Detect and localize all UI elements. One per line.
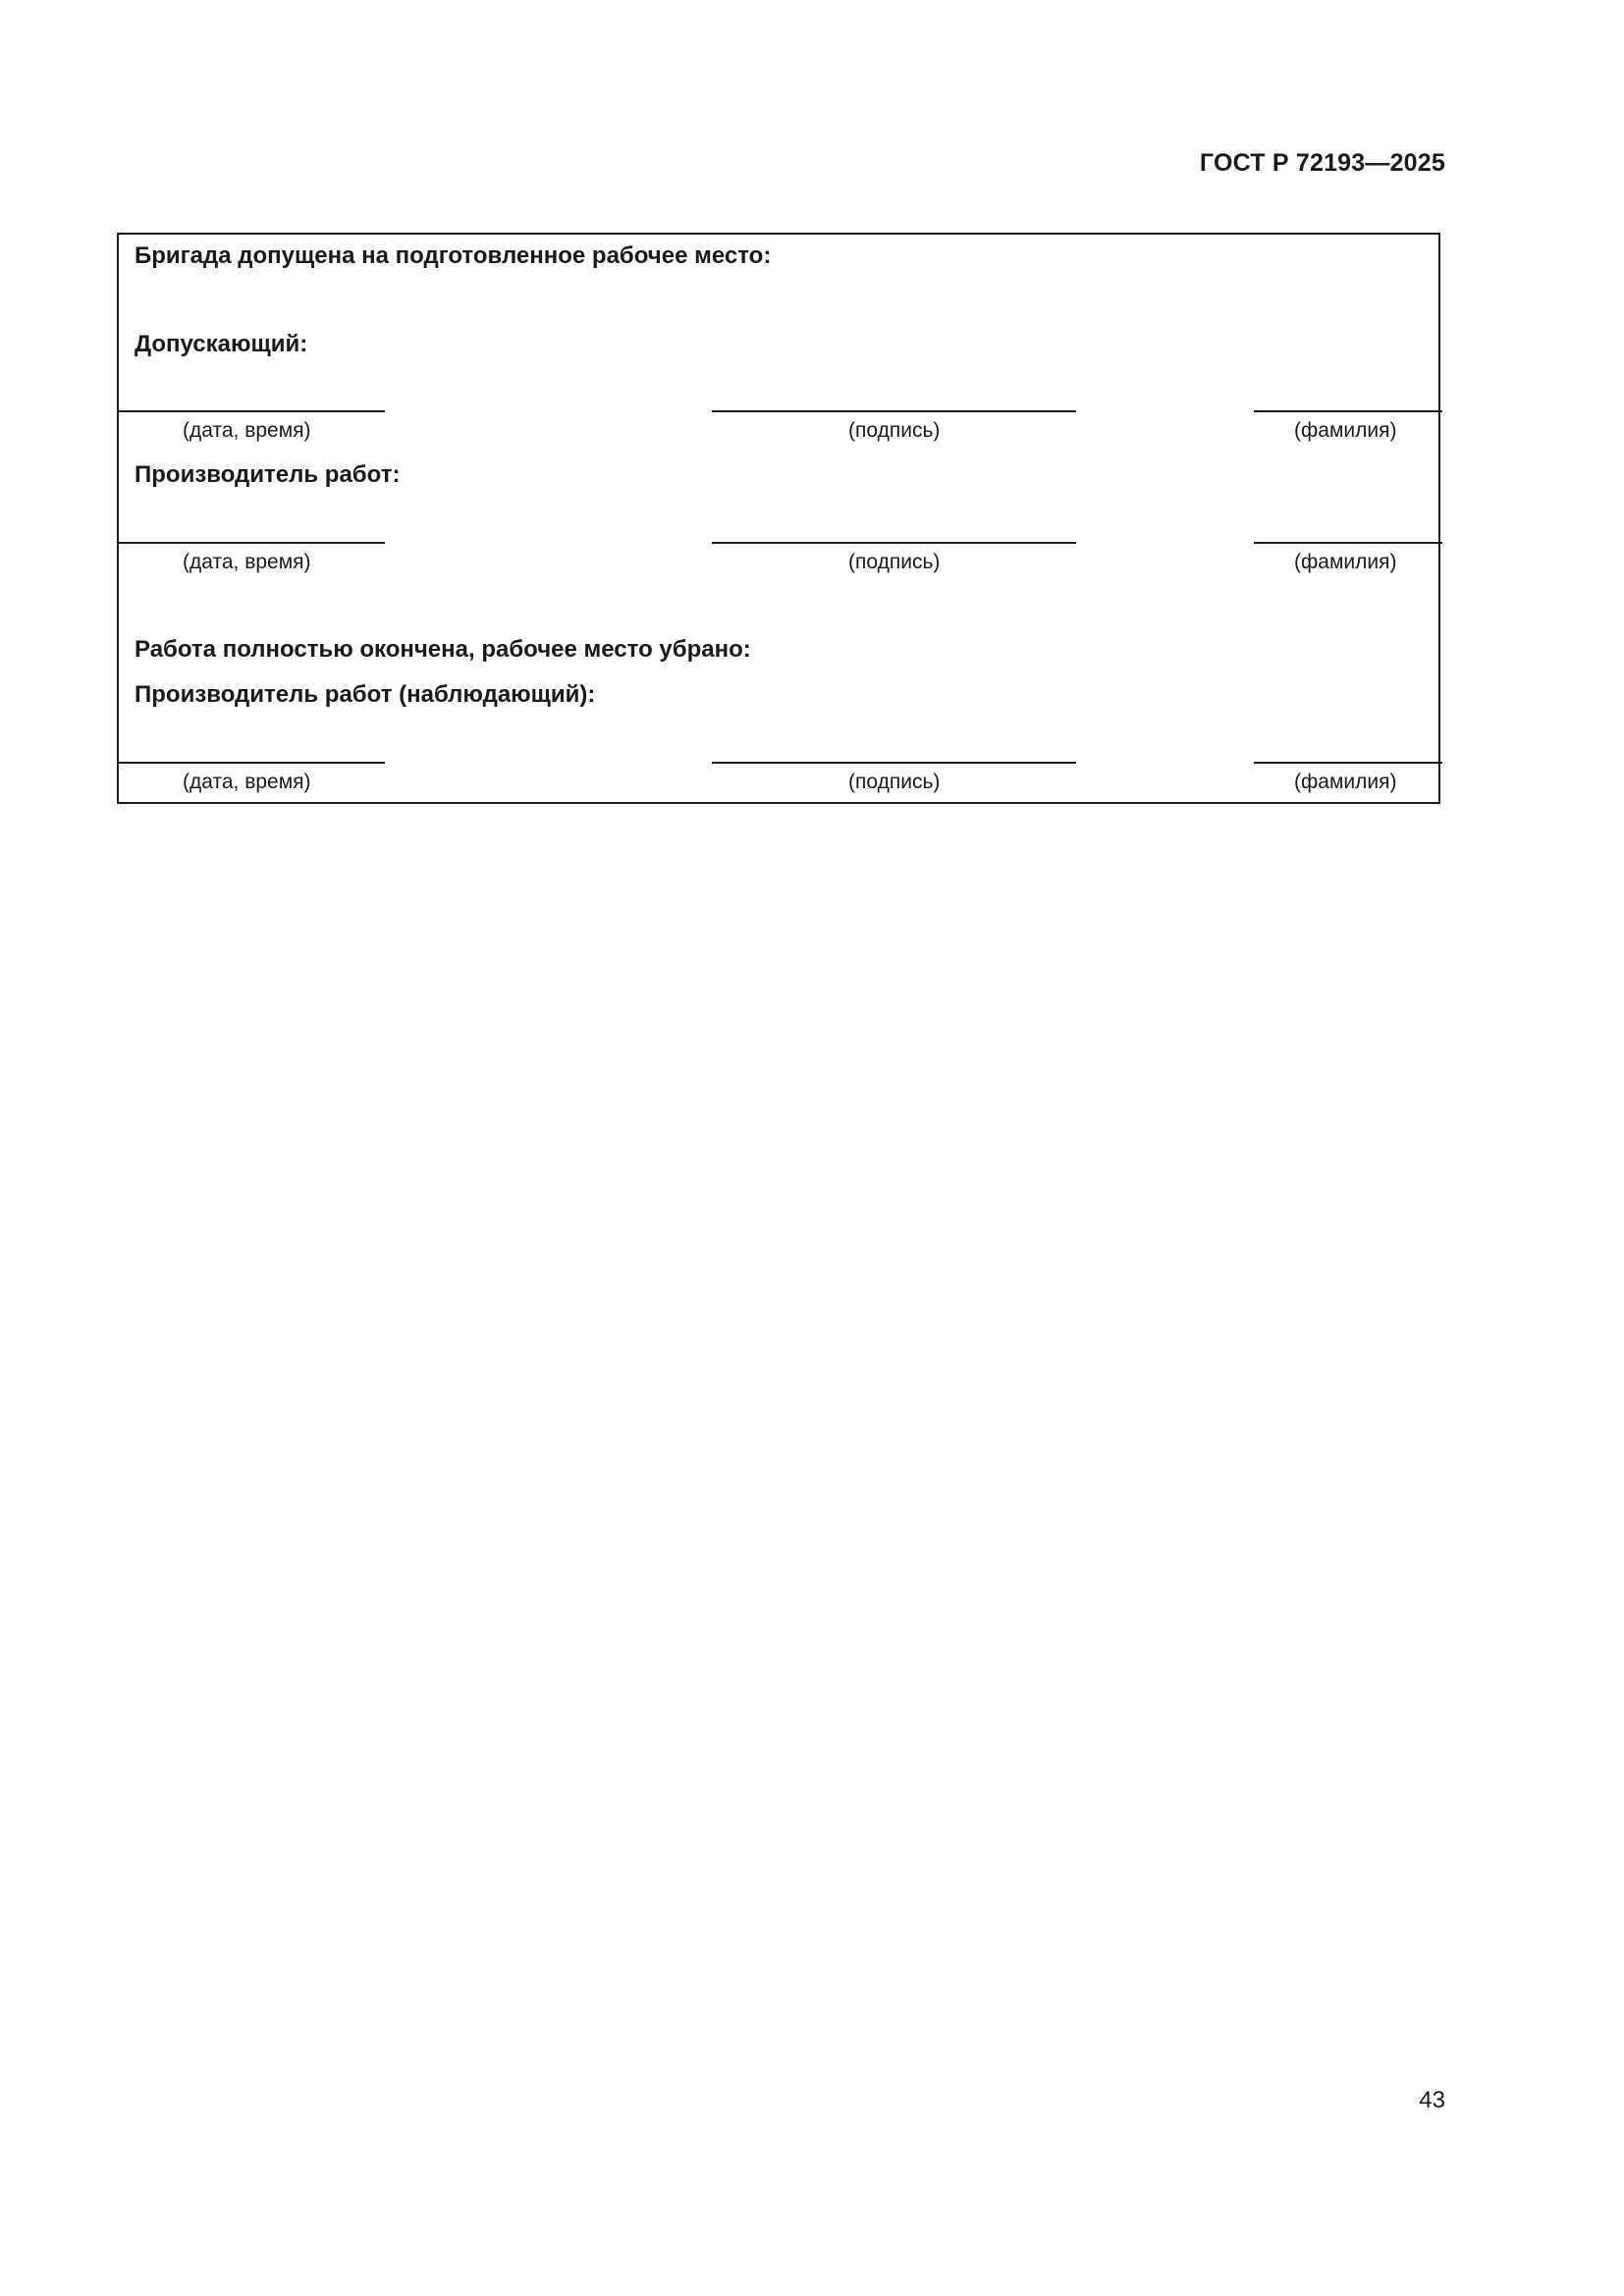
date-time-caption: (дата, время) xyxy=(183,419,311,442)
signature-line[interactable] xyxy=(712,410,1076,412)
surname-caption: (фамилия) xyxy=(1294,419,1397,442)
surname-line[interactable] xyxy=(1254,410,1442,412)
date-time-caption: (дата, время) xyxy=(183,771,311,793)
signature-line[interactable] xyxy=(712,542,1076,544)
admitting-person-label: Допускающий: xyxy=(135,331,308,357)
signature-line[interactable] xyxy=(712,762,1076,764)
signature-caption: (подпись) xyxy=(848,551,941,573)
work-manager-label: Производитель работ: xyxy=(135,461,401,488)
date-time-line[interactable] xyxy=(117,410,385,412)
surname-caption: (фамилия) xyxy=(1294,551,1397,573)
work-completed-label: Работа полностью окончена, рабочее место убрано: xyxy=(135,636,751,663)
admission-form xyxy=(117,233,1440,804)
work-manager-observer-label: Производитель работ (наблюдающий): xyxy=(135,681,596,708)
page-number: 43 xyxy=(1419,2087,1445,2113)
signature-caption: (подпись) xyxy=(848,771,941,793)
document-code: ГОСТ Р 72193—2025 xyxy=(1199,149,1445,177)
date-time-line[interactable] xyxy=(117,762,385,764)
brigade-admitted-label: Бригада допущена на подготовленное рабочее место: xyxy=(135,242,772,269)
surname-line[interactable] xyxy=(1254,762,1442,764)
date-time-line[interactable] xyxy=(117,542,385,544)
surname-caption: (фамилия) xyxy=(1294,771,1397,793)
surname-line[interactable] xyxy=(1254,542,1442,544)
signature-caption: (подпись) xyxy=(848,419,941,442)
date-time-caption: (дата, время) xyxy=(183,551,311,573)
